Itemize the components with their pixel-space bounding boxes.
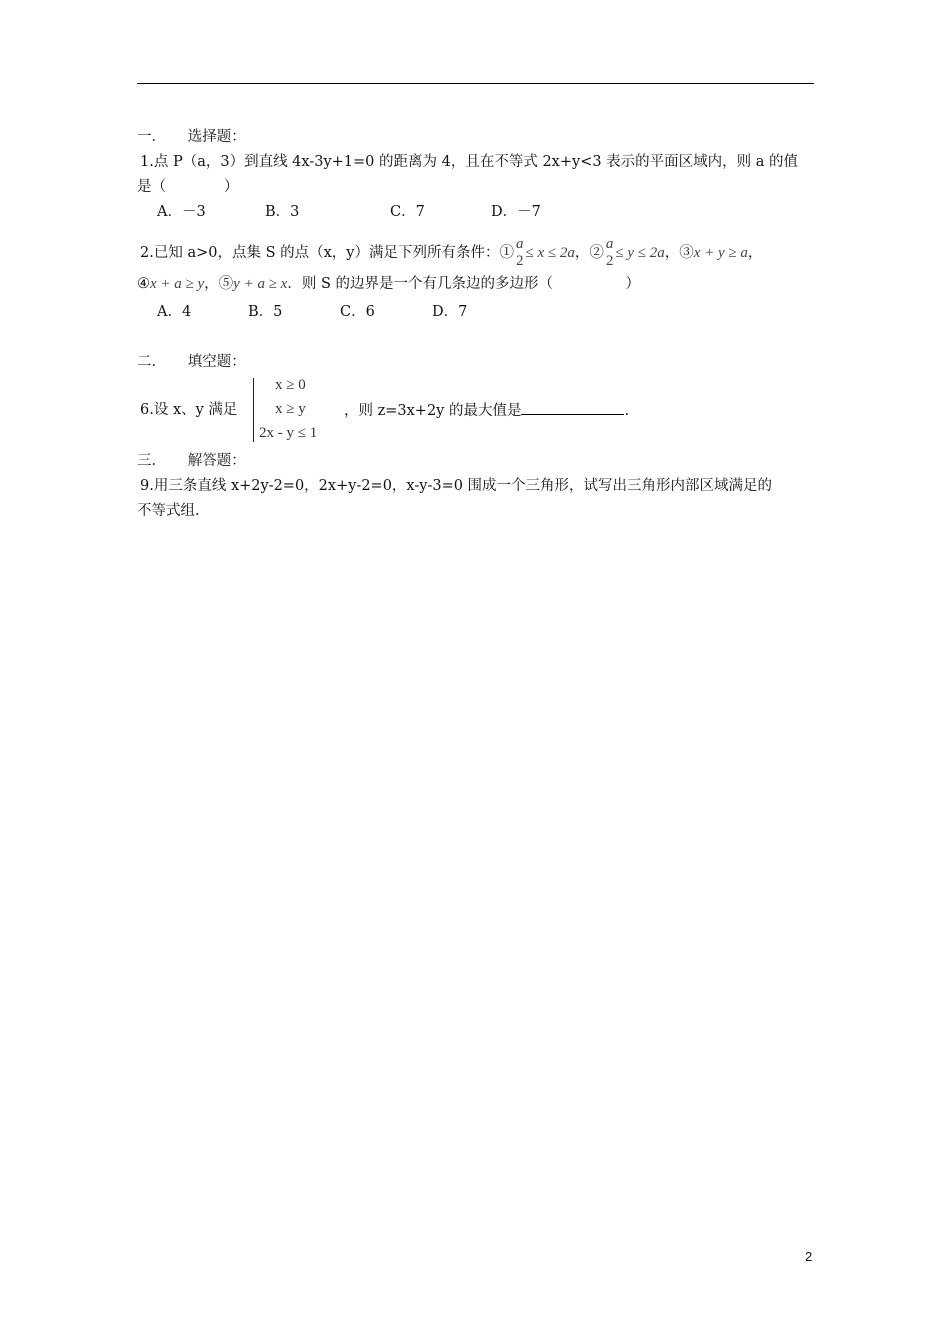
question-2-option-b: B．5 (248, 304, 283, 320)
question-6-prefix: 6.设 x、y 满足 (140, 402, 238, 418)
question-2-option-c: C．6 (340, 304, 375, 320)
condition-1: ≤ x ≤ 2a (525, 245, 575, 261)
header-rule (137, 83, 814, 84)
fraction-denominator: 2 (605, 253, 614, 269)
question-2-intro: 2.已知 a>0，点集 S 的点（x，y）满足下列所有条件：① (140, 245, 514, 261)
fraction-numerator: a (515, 236, 524, 252)
section-2-title: 二． 填空题： (137, 354, 246, 370)
condition-2: ≤ y ≤ 2a (615, 245, 665, 261)
section-3-title: 三． 解答题： (137, 453, 246, 469)
condition-4-label: ④ (137, 276, 150, 292)
separator-3: ，③ (664, 245, 694, 261)
question-1-line-2: 是（ ） (137, 179, 239, 195)
question-9-line-2: 不等式组. (137, 503, 200, 519)
fraction-numerator: a (605, 236, 614, 252)
question-2-line-1 (140, 236, 762, 270)
fraction-denominator: 2 (515, 253, 524, 269)
system-brace (253, 378, 258, 442)
question-1-option-a: A．－3 (157, 204, 206, 220)
condition-5-label: ，⑤ (204, 276, 234, 292)
question-1-option-c: C．7 (390, 204, 425, 220)
question-6-suffix (344, 400, 629, 421)
condition-4: x + a ≥ y (150, 276, 205, 292)
question-6-end: . (624, 403, 630, 419)
question-2-stem-end: ．则 S 的边界是一个有几条边的多边形（ ） (287, 276, 640, 292)
section-1-title: 一． 选择题： (137, 129, 246, 145)
question-2-option-d: D．7 (432, 304, 468, 320)
question-1-line-1: 1.点 P（a，3）到直线 4x-3y+1=0 的距离为 4，且在不等式 2x+y<3 表示的平面区域内，则 a 的值 (140, 154, 799, 170)
fraction-a-over-2 (516, 236, 524, 270)
question-2-option-a: A．4 (157, 304, 192, 320)
condition-5: y + a ≥ x (233, 276, 288, 292)
question-2-line-2 (137, 274, 640, 294)
question-1-option-b: B．3 (265, 204, 300, 220)
answer-blank (521, 400, 624, 415)
fraction-a-over-2-second (606, 236, 614, 270)
system-condition-2: x ≥ y (275, 401, 306, 417)
line-end-comma: ， (747, 245, 763, 261)
question-9-line-1: 9.用三条直线 x+2y-2=0，2x+y-2=0，x-y-3=0 围成一个三角形，试写出三角形内部区域满足的 (140, 478, 773, 494)
page-number: 2 (805, 1249, 813, 1264)
separator-2: ，② (574, 245, 604, 261)
condition-3: x + y ≥ a (693, 245, 748, 261)
system-condition-3: 2x - y ≤ 1 (259, 425, 318, 441)
question-6-suffix-text: ，则 z=3x+2y 的最大值是 (344, 403, 522, 419)
system-condition-1: x ≥ 0 (275, 377, 306, 393)
question-1-option-d: D．－7 (491, 204, 541, 220)
